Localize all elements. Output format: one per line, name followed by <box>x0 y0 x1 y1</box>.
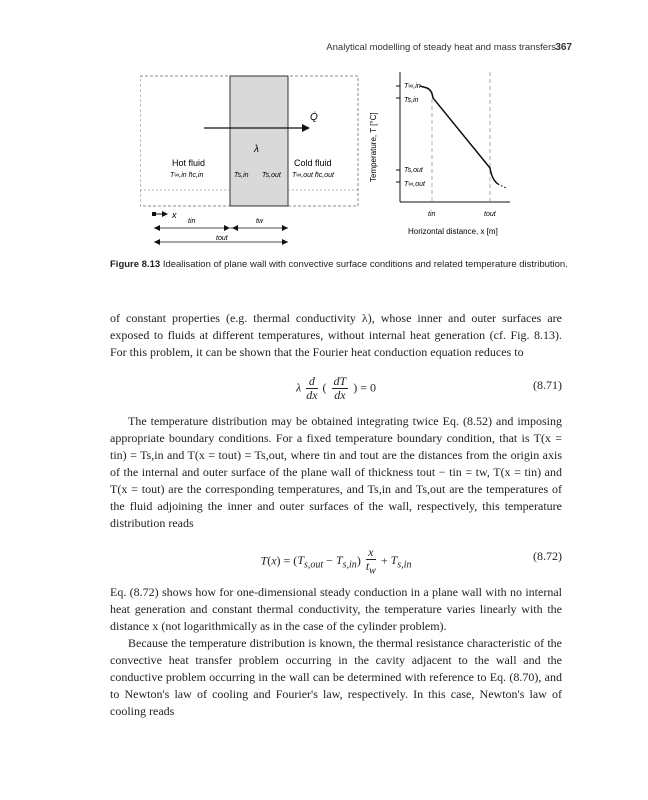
equation-number-8-72: (8.72) <box>533 549 562 563</box>
equation-number-8-71: (8.71) <box>533 378 562 392</box>
y-tick-4: T∞,out <box>404 181 425 188</box>
y-tick-3: Ts,out <box>404 167 423 174</box>
paragraph-1: of constant properties (e.g. thermal conductivity λ), whose inner and outer surfaces are exposed to fluids at different temperatures, without internal heat generation (cf. Fig. 8.13). For this problem, it can be shown that the Fourier heat conduction equation reduces to <box>110 311 562 359</box>
heat-flow-label: Q̇ <box>310 112 318 123</box>
x-label: x <box>172 210 177 220</box>
y-axis-label: Temperature, T [°C] <box>369 112 378 182</box>
equation-8-72: $T(x) = (T_{s,out} - T_{s,in})$ $\frac{x}{t_w}$ + $T_{s,in}$ (8.72) <box>260 545 562 577</box>
x-axis-label: Horizontal distance, x [m] <box>408 227 498 236</box>
figure-caption <box>110 258 568 271</box>
figure-8-13 <box>140 62 580 252</box>
hot-fluid-props: T∞,in h̄c,in <box>170 172 204 179</box>
wall-shading <box>230 76 288 206</box>
y-tick-2: Ts,in <box>404 97 419 104</box>
y-tick-1: T∞,in <box>404 83 421 90</box>
x-tick-2: tout <box>484 211 496 218</box>
t-in-label: tin <box>188 218 196 225</box>
cold-fluid-props: T∞,out h̄c,out <box>292 172 334 179</box>
x-tick-1: tin <box>428 211 436 218</box>
t-w-label: tw <box>256 218 263 225</box>
lambda-label: λ <box>254 144 259 155</box>
paragraph-2: The temperature distribution may be obtained integrating twice Eq. (8.52) and imposing appropriate boundary conditions. For a fixed temperature boundary condition, that is T(x = tin) = Ts,in and T(x = tout) = Ts,out, where tin and tout are the distances from the origin axis of the internal and outer surface of the plane wall of thickness tout − tin = tw, T(x = tin) and T(x = tout) are the corresponding temperatures, and Ts,in and Ts,out are the temperatures of the fluid adjoining the inner and outer surfaces of the wall, respectively, this temperature distribution reads <box>110 414 562 530</box>
equation-8-71: λ $\frac{d}{dx}$ ( $\frac{dT}{dx}$ ) = 0 (8.71) <box>296 374 562 402</box>
paragraph-3: Eq. (8.72) shows how for one-dimensional steady conduction in a plane wall with no internal heat generation and constant thermal conductivity, the temperature varies linearly with the distance x (not logarithmically as in the case of the cylinder problem). <box>110 585 562 633</box>
wall-inner-temp: Ts,in <box>234 172 249 179</box>
hot-fluid-label: Hot fluid <box>172 158 206 168</box>
paragraph-4: Because the temperature distribution is known, the thermal resistance characteristic of the convective heat transfer problem occurring in the cavity adjacent to the wall and the conductive problem occurring in the wall can be determined with reference to Eq. (8.70), and to Newton's law of cooling and Fourier's law, respectively. In this case, Newton's law of cooling reads <box>110 636 562 718</box>
caption-label: Figure 8.13 <box>110 259 161 270</box>
body-text <box>110 310 562 720</box>
wall-outer-temp: Ts,out <box>262 172 281 179</box>
caption-text: Idealisation of plane wall with convective surface conditions and related temperature distribution. <box>162 259 568 270</box>
page-number: 367 <box>555 42 572 53</box>
t-out-label: tout <box>216 235 228 242</box>
cold-fluid-label: Cold fluid <box>294 158 332 168</box>
running-title: Analytical modelling of steady heat and mass transfers <box>326 42 556 53</box>
